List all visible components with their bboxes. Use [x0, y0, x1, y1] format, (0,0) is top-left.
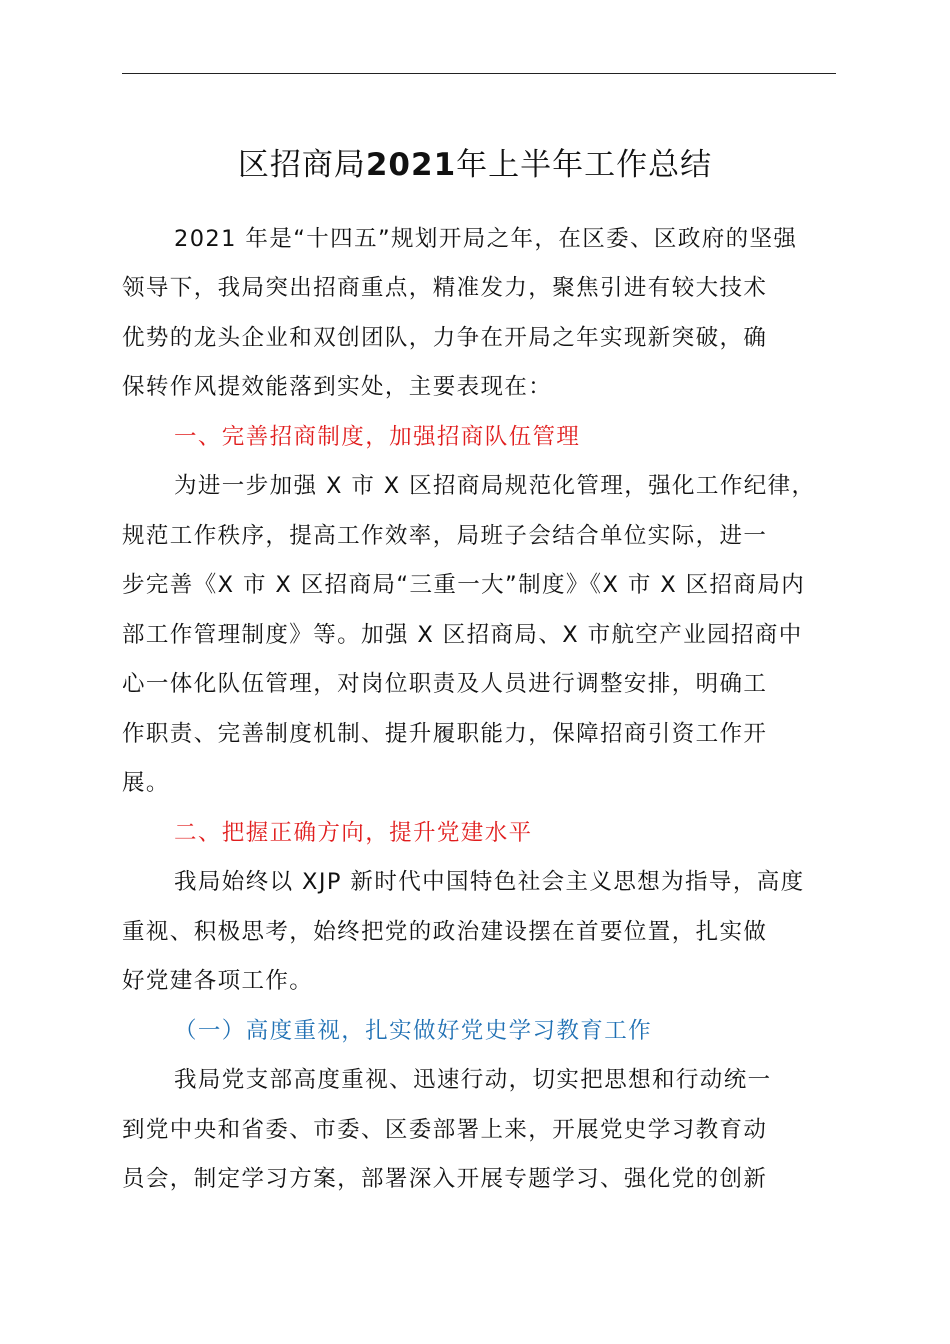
paragraph-line: 员会，制定学习方案，部署深入开展专题学习、强化党的创新: [122, 1166, 768, 1192]
title-year: 2021: [365, 147, 457, 183]
paragraph-line: 规范工作秩序，提高工作效率，局班子会结合单位实际，进一: [122, 523, 768, 549]
paragraph-line: 到党中央和省委、市委、区委部署上来，开展党史学习教育动: [122, 1117, 768, 1143]
subsection-heading: （一）高度重视，扎实做好党史学习教育工作: [174, 1018, 653, 1044]
paragraph-line: 为进一步加强 X 市 X 区招商局规范化管理，强化工作纪律，: [174, 473, 816, 499]
paragraph-line: 保转作风提效能落到实处，主要表现在：: [122, 374, 553, 400]
title-prefix: 区招商局: [237, 147, 366, 183]
section-heading: 一、完善招商制度，加强招商队伍管理: [174, 424, 581, 450]
paragraph-line: 优势的龙头企业和双创团队，力争在开局之年实现新突破，确: [122, 325, 768, 351]
paragraph-line: 作职责、完善制度机制、提升履职能力，保障招商引资工作开: [122, 721, 768, 747]
paragraph-line: 领导下，我局突出招商重点，精准发力，聚焦引进有较大技术: [122, 275, 768, 301]
paragraph-line: 我局党支部高度重视、迅速行动，切实把思想和行动统一: [174, 1067, 772, 1093]
document-title: [0, 140, 950, 190]
paragraph-line: 部工作管理制度》等。加强 X 区招商局、X 市航空产业园招商中: [122, 622, 803, 648]
paragraph-line: 展。: [122, 770, 170, 796]
paragraph-line: 我局始终以 XJP 新时代中国特色社会主义思想为指导，高度: [174, 869, 805, 895]
paragraph-line: 步完善《X 市 X 区招商局“三重一大”制度》《X 市 X 区招商局内: [122, 572, 806, 598]
paragraph-line: 心一体化队伍管理，对岗位职责及人员进行调整安排，明确工: [122, 671, 768, 697]
title-suffix: 年上半年工作总结: [456, 147, 713, 183]
header-rule: [122, 73, 836, 74]
section-heading: 二、把握正确方向，提升党建水平: [174, 820, 533, 846]
paragraph-line: 2021 年是“十四五”规划开局之年，在区委、区政府的坚强: [174, 226, 798, 252]
paragraph-line: 重视、积极思考，始终把党的政治建设摆在首要位置，扎实做: [122, 919, 768, 945]
paragraph-line: 好党建各项工作。: [122, 968, 314, 994]
